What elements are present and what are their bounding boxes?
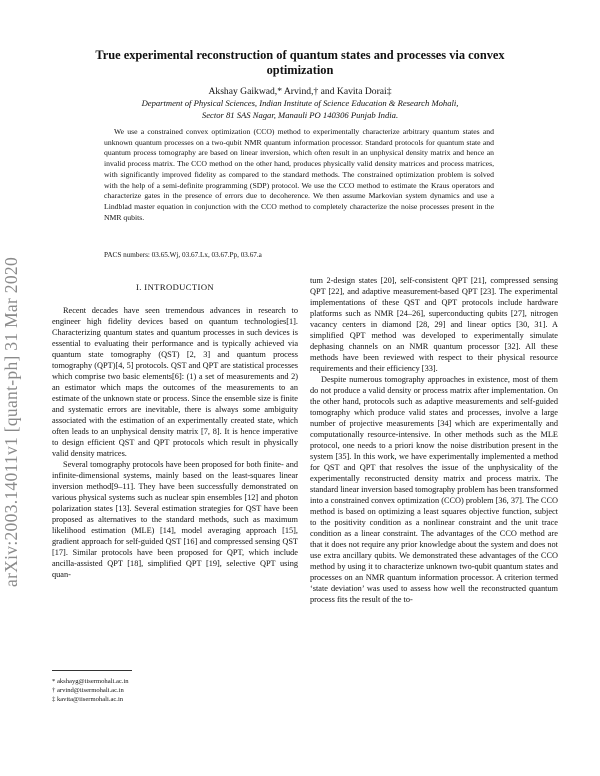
intro-paragraph-2: Several tomography protocols have been proposed for both finite- and infinite-dimensional systems, mainly based on the least-squares linear inversion method[9–11]. They have been successfully demonstrated on various physical systems such as nuclear spin ensembles [12] and photon polarization states [13]. Several estimation strategies for QST have been proposed as alternatives to the standard methods, such as maximum likelihood estimation (MLE) [14], model averaging approach [15], gradient approach for self-guided QST [16] and compressed sensing QST [17]. Similar protocols have been proposed for QPT, which include ancilla-assisted QPT [18], simplified QPT [19], selective QPT using quan- [52,460,298,579]
section-heading-introduction: I. INTRODUCTION [135,282,215,292]
footnote-rule [52,670,132,671]
arxiv-identifier: arXiv:2003.14011v1 [quant-ph] 31 Mar 2020 [1,257,21,587]
abstract: We use a constrained convex optimization (CCO) method to experimentally characterize arbitrary quantum states and unknown quantum processes on a two-qubit NMR quantum information processor. Standard protocols for quantum state and quantum process tomography are based on linear inversion, which often result in an unphysical density matrix and hence an invalid process matrix. The CCO method on the other hand, produces physically valid density matrices and process matrices, with significantly improved fidelity as compared to the standard methods. The constrained optimization problem is solved with the help of a semi-definite programming (SDP) protocol. We use the CCO method to estimate the Kraus operators and characterize gates in the presence of errors due to decoherence. We then assume Markovian system dynamics and use a Lindblad master equation in conjunction with the CCO method to completely characterize the noise processes present in the NMR qubits. [104,127,494,222]
footnote-email-1: * akshayg@iisermohali.ac.in [52,678,129,685]
footnote-email-2: † arvind@iisermohali.ac.in [52,687,124,695]
intro-paragraph-2-continued: tum 2-design states [20], self-consistent QPT [21], compressed sensing QPT [22], and adaptive measurement-based QPT [23]. The experimental implementations of these QST and QPT protocols include hardware platforms such as NMR [24–26], superconducting qubits [27], nitrogen vacancy centers in diamond [28, 29] and linear optics [30, 31]. A simplified QPT method was developed to experimentally simulate dephasing channels on an NMR quantum processor [32]. All these methods have been reviewed with respect to their physical resource requirements and their efficiency [33]. [310,276,558,373]
author-list: Akshay Gaikwad,* Arvind,† and Kavita Dorai‡ [208,86,392,97]
affiliation [80,98,520,121]
pacs-numbers: PACS numbers: 03.65.Wj, 03.67.Lx, 03.67.Pp, 03.67.a [104,251,262,259]
affiliation-line-1: Department of Physical Sciences, Indian Institute of Science Education & Research Mohali, [141,98,459,108]
left-column [52,305,298,580]
right-column [310,275,558,605]
intro-paragraph-1: Recent decades have seen tremendous advances in research to engineer high fidelity devices based on quantum technologies[1]. Characterizing quantum states and quantum processes in such devices is essential to evaluating their performance and is typically achieved via quantum state tomography (QST) [2, 3] and quantum process tomography (QPT)[4, 5] protocols. QST and QPT are statistical processes which comprise two basic elements[6]: (1) a set of measurements and 2) an estimator which maps the outcomes of the measurements to an estimate of the unknown state or process. Since the ensemble size is finite and systematic errors are inevitable, there is always some ambiguity associated with the estimation of an experimentally created state, which often leads to an unphysical density matrix [7, 8]. It is hence imperative to design efficient QST and QPT protocols which result in physically valid density matrices. [52,306,298,458]
paper-title: True experimental reconstruction of quantum states and processes via convex optimization [95,48,505,77]
footnotes [52,677,292,705]
footnote-email-3: ‡ kavita@iisermohali.ac.in [52,696,124,704]
intro-paragraph-3: Despite numerous tomography approaches in existence, most of them do not produce a valid density or process matrix after implementation. On the other hand, protocols such as adaptive measurements and self-guided tomography which produce valid states and processes, involve a large number of projective measurements [34] which are experimentally and computationally resource-intensive. In other methods such as the MLE protocol, one needs to a priori know the noise distribution present in the system [35]. In this work, we have experimentally implemented a method for QST and QPT that resolves the issue of the unphysicality of the experimentally reconstructed density matrix and process matrix. The standard linear inversion based tomography problem has been transformed into a constrained convex optimization (CCO) problem [36, 37]. The CCO method is based on optimizing a least squares objective function, subject to the positivity condition as a nonlinear constraint and the unit trace condition as a linear constraint. The advantages of the CCO method are that it does not require any prior knowledge about the system and does not use extra ancillary qubits. We demonstrated these advantages of the CCO method by using it to characterize unknown two-qubit quantum states and processes on an NMR quantum information processor. A criterion termed ‘state deviation’ was used to assess how well the reconstructed quantum process fits the result of the to- [310,375,558,604]
affiliation-line-2: Sector 81 SAS Nagar, Manauli PO 140306 Punjab India. [201,109,399,120]
